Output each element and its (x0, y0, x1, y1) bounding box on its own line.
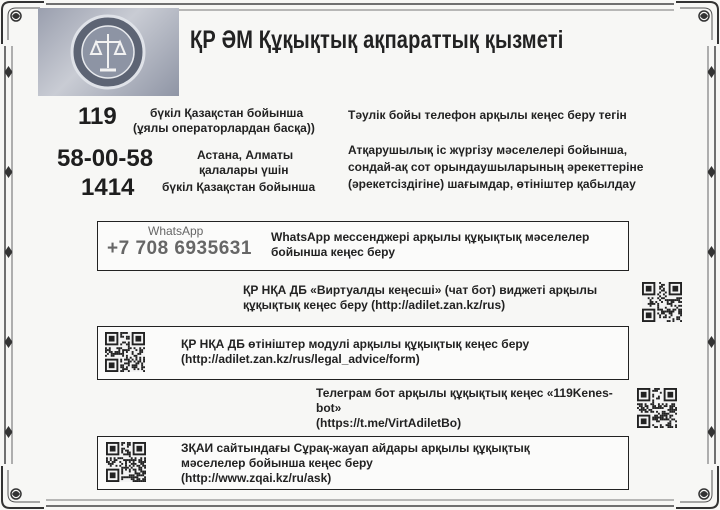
ornament-corner-icon (0, 464, 46, 510)
ornament-border-left (2, 46, 16, 464)
appeals-text (181, 337, 529, 367)
complaints-line: (әрекетсіздігіне) шағымдар, өтініштер қабылдау (348, 177, 636, 191)
telegram-text-line: Телеграм бот арқылы құқықтық кеңес «119Kenes- (316, 386, 613, 400)
telegram-text (316, 386, 613, 431)
whatsapp-label: WhatsApp (148, 224, 204, 238)
whatsapp-phone[interactable]: +7 708 6935631 (107, 238, 252, 259)
zqai-text-line[interactable]: (http://www.zqai.kz/ru/ask) (181, 471, 332, 485)
qr-code-icon[interactable] (106, 442, 146, 482)
appeals-text-line[interactable]: (http://adilet.zan.kz/rus/legal_advice/form) (181, 352, 420, 366)
appeals-text-line: ҚР НҚА ДБ өтініштер модулі арқылы құқықтық кеңес беру (181, 337, 530, 351)
telegram-text-line: bot» (316, 401, 342, 415)
chatbot-text (243, 283, 597, 313)
hotline-description: Астана, Алматы (197, 148, 294, 162)
ornament-corner-icon (674, 0, 720, 46)
chatbot-text-line: ҚР НҚА ДБ «Виртуалды кеңесші» (чат бот) виджеті арқылы (243, 283, 598, 297)
hotline-number-580058[interactable]: 58-00-58 (57, 145, 154, 172)
ornament-corner-icon (674, 464, 720, 510)
emblem-logo (38, 8, 179, 96)
whatsapp-text-line: бойынша кеңес беру (271, 245, 396, 259)
ornament-border-right (704, 46, 718, 464)
chatbot-text-line[interactable]: құқықтық кеңес беру (http://adilet.zan.kz/rus) (243, 298, 506, 312)
zqai-text (181, 441, 530, 486)
hotline-number-1414[interactable]: 1414 (81, 174, 135, 201)
qr-code-icon[interactable] (105, 332, 145, 372)
free-phone-consultation-text: Тәулік бойы телефон арқылы кеңес беру тегін (348, 108, 627, 122)
page-title: ҚР ӘМ Құқықтық ақпараттық қызметі (190, 26, 564, 54)
zqai-text-line: мәселелер бойынша кеңес беру (181, 456, 373, 470)
ornament-border-bottom (46, 498, 674, 508)
hotline-description: бүкіл Қазақстан бойынша (150, 106, 304, 120)
complaints-line: сондай-ақ сот орындаушыларының әрекеттеріне (348, 160, 644, 174)
whatsapp-text (271, 230, 589, 260)
whatsapp-text-line: WhatsApp мессенджері арқылы құқықтық мәселелер (271, 230, 590, 244)
qr-code-icon[interactable] (642, 282, 682, 322)
complaints-text (348, 142, 643, 193)
zqai-text-line: ЗҚАИ сайтындағы Сұрақ-жауап айдары арқылы құқықтық (181, 441, 530, 455)
hotline-number-119[interactable]: 119 (78, 103, 117, 130)
telegram-text-line[interactable]: (https://t.me/VirtAdiletBo) (316, 416, 462, 430)
complaints-line: Атқарушылық іс жүргізу мәселелері бойынша, (348, 143, 628, 157)
qr-code-icon[interactable] (637, 388, 677, 428)
hotline-description: қалалары үшін (199, 163, 289, 177)
hotline-description: бүкіл Қазақстан бойынша (162, 180, 316, 194)
hotline-description: (ұялы операторлардан басқа)) (133, 121, 315, 135)
